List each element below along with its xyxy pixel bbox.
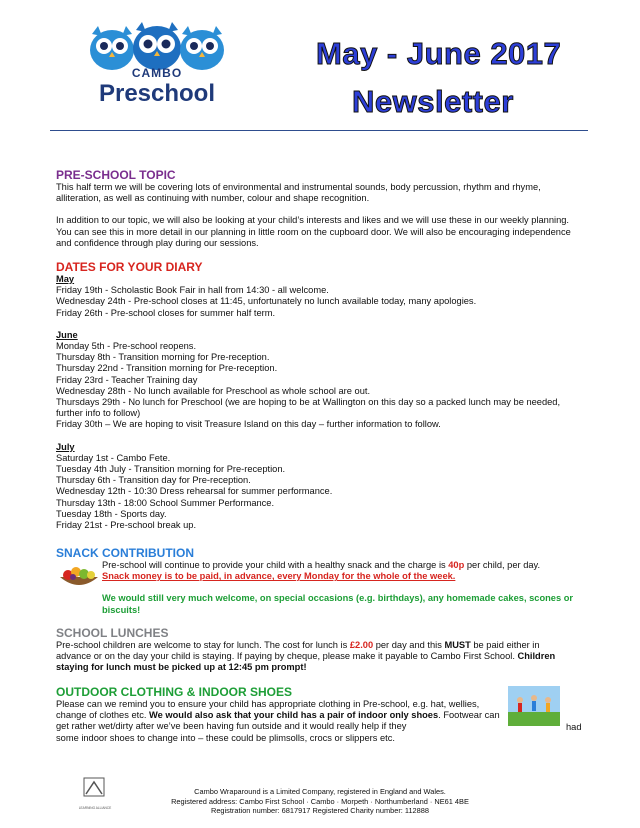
lunches-text: Pre-school children are welcome to stay for lunch. The cost for lunch is £2.00 per day and this MUST be paid either in advance or on the day your child is staying. If paying by cheque, please make it payable to Cambo First School. Children staying for lunch must be picked up at 12:45 pm prompt! (56, 640, 556, 673)
logo-text-cambo: CAMBO (131, 66, 183, 80)
newsletter-title: Newsletter (352, 84, 514, 119)
diary-item: Tuesday 4th July - Transition morning for Pre-reception. (56, 464, 286, 475)
diary-item: Wednesday 28th - No lunch available for Preschool as whole school are out. (56, 385, 371, 396)
header-divider (50, 130, 588, 131)
fruit-bowl-icon (58, 563, 100, 591)
diary-item: Tuesday 18th - Sports day. (56, 508, 167, 519)
diary-item: Thursdays 29th - No lunch for Preschool (we are hoping to be at Wallington on this day so a packed lunch may be needed, further info to follow) (56, 397, 561, 419)
diary-item: Friday 26th - Pre-school closes for summer half term. (56, 307, 276, 318)
lunches-section (56, 627, 576, 674)
clothing-text-end: some indoor shoes to change into – these could be plimsolls, crocs or slippers etc. (56, 732, 395, 743)
footer-line: Registered address: Cambo First School · Cambo · Morpeth · Northumberland · NE61 4BE (171, 796, 469, 806)
diary-item: Friday 21st - Pre-school break up. (56, 520, 197, 531)
diary-item: Wednesday 12th - 10:30 Dress rehearsal for summer performance. (56, 486, 333, 497)
snack-section (56, 547, 576, 616)
diary-item: Saturday 1st - Cambo Fete. (56, 452, 171, 463)
diary-item: Friday 19th - Scholastic Book Fair in hall from 14:30 - all welcome. (56, 285, 329, 296)
learning-alliance-text: LEARNING ALLIANCE (78, 806, 112, 810)
diary-item: Friday 30th – We are hoping to visit Treasure Island on this day – further information to follow. (56, 419, 441, 430)
snack-heading: SNACK CONTRIBUTION (56, 546, 194, 560)
diary-item: Thursday 8th - Transition morning for Pre-reception. (56, 352, 270, 363)
clothing-text-had: had (566, 722, 582, 732)
owl-icon (133, 22, 181, 70)
month-label-june: June (56, 329, 78, 340)
diary-item: Thursday 6th - Transition day for Pre-reception. (56, 475, 251, 486)
clothing-heading: OUTDOOR CLOTHING & INDOOR SHOES (56, 685, 293, 699)
diary-item: Friday 23rd - Teacher Training day (56, 374, 198, 385)
children-playing-photo (508, 686, 560, 726)
diary-item: Thursday 22nd - Transition morning for Pre-reception. (56, 363, 278, 374)
logo-text-preschool: Preschool (98, 80, 216, 107)
preschool-topic-section (56, 169, 576, 249)
owl-icon (90, 26, 134, 70)
learning-alliance-logo (82, 776, 106, 808)
owl-icon (180, 26, 224, 70)
diary-item: Wednesday 24th - Pre-school closes at 11:45, unfortunately no lunch available today, many apologies. (56, 296, 477, 307)
footer-line: Registration number: 6817917 Registered Charity number: 112888 (210, 806, 430, 815)
diary-item: Monday 5th - Pre-school reopens. (56, 341, 197, 352)
snack-payment-note: Snack money is to be paid, in advance, every Monday for the whole of the week. (102, 571, 456, 582)
must-text: MUST (444, 640, 471, 650)
month-label-july: July (56, 441, 75, 452)
diary-section (56, 261, 576, 531)
topic-paragraph: This half term we will be covering lots of environmental and instrumental sounds, body percussion, rhythm and rhyme, alliteration, as well as continuing with number, colour and shape recognition. (56, 182, 541, 204)
diary-heading: DATES FOR YOUR DIARY (56, 260, 203, 274)
clothing-section (56, 686, 576, 744)
lunch-price: £2.00 (349, 640, 374, 650)
pickup-note: Children staying for lunch must be picked up at 12:45 pm prompt! (56, 651, 556, 673)
clothing-text: Please can we remind you to ensure your child has appropriate clothing in Pre-school, e.g. hat, wellies, change of clothes etc. We would also ask that your child has a pair of indoor only shoes. Footwear can get rather wet/dirty after we’ve been having fun outside and it would really help if they (56, 699, 500, 732)
snack-homemade-note: We would still very much welcome, on special occasions (e.g. birthdays), any homemade cakes, scones or biscuits! (102, 593, 574, 615)
footer-line: Cambo Wraparound is a Limited Company, registered in England and Wales. (194, 787, 446, 796)
indoor-shoes-note: We would also ask that your child has a pair of indoor only shoes (149, 710, 439, 721)
newsletter-title-dates: May - June 2017 (316, 36, 562, 71)
preschool-topic-heading: PRE-SCHOOL TOPIC (56, 168, 176, 182)
lunches-heading: SCHOOL LUNCHES (56, 626, 169, 640)
diary-item: Thursday 13th - 18:00 School Summer Performance. (56, 497, 275, 508)
month-label-may: May (56, 274, 75, 284)
footer (150, 787, 490, 816)
topic-paragraph: In addition to our topic, we will also be looking at your child’s interests and likes and we will use these in our weekly planning. You can see this in more detail in our planning in little room on the cupboard door. We will also be encouraging independence and confidence through play during our sessions. (56, 215, 571, 248)
snack-text: Pre-school will continue to provide your child with a healthy snack and the charge is 40p per child, per day. (102, 560, 541, 570)
snack-price: 40p (448, 560, 465, 570)
